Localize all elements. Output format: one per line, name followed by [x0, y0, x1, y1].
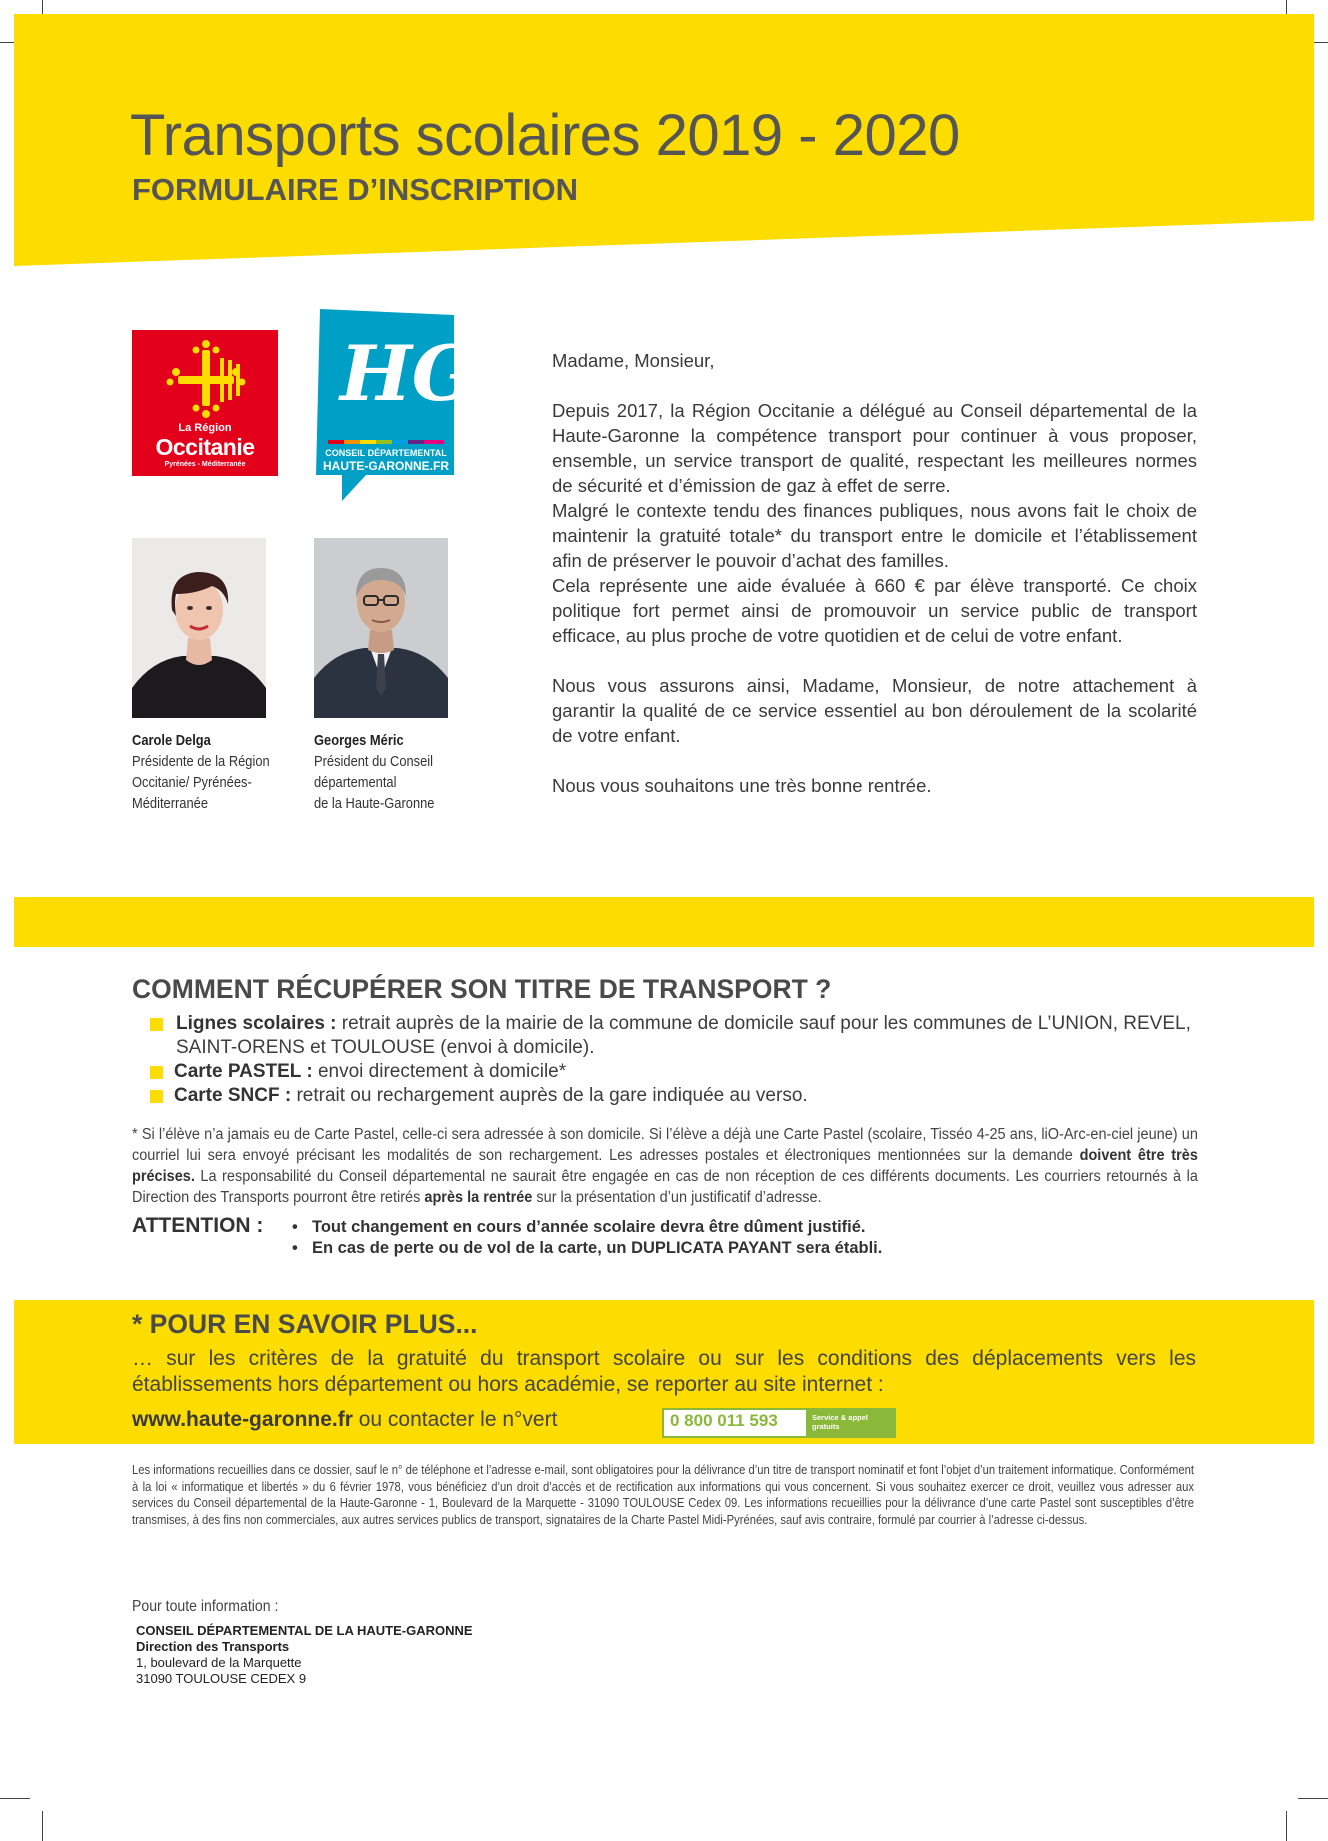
woman-portrait-icon	[132, 538, 266, 718]
info-text: … sur les critères de la gratuité du transport scolaire ou sur les conditions des déplacements vers les établissements hors département ou hors académie, se reporter au site internet :	[132, 1347, 1196, 1396]
person-role: de la Haute-Garonne	[314, 795, 435, 812]
contact-label: Pour toute information :	[132, 1598, 279, 1615]
caption-carole-delga	[132, 730, 270, 814]
page-title: Transports scolaires 2019 - 2020	[130, 103, 960, 168]
letter-paragraph: Malgré le contexte tendu des finances publiques, nous avons fait le choix de maintenir la gratuité totale* du transport entre le domicile et l’établissement afin de préserver le pouvoir d’achat des familles.	[552, 500, 1197, 571]
color-bar-icon	[328, 440, 444, 444]
person-name: Carole Delga	[132, 732, 211, 749]
crop-mark	[42, 1811, 43, 1841]
letter-paragraph: Cela représente une aide évaluée à 660 € par élève transporté. Ce choix politique fort permet ainsi de promouvoir un service public de transport efficace, au plus proche de votre quotidien et de celui de votre enfant.	[552, 575, 1197, 646]
portrait-photo	[132, 538, 266, 718]
crop-mark	[1286, 1811, 1287, 1841]
person-role: Président du Conseil	[314, 753, 434, 770]
letter-paragraph: Depuis 2017, la Région Occitanie a délégué au Conseil départemental de la Haute-Garonne la compétence transport pour continuer à vous proposer, ensemble, un service transport de qualité, respectant les meilleures normes de sécurité et d’émission de gaz à effet de serre.	[552, 400, 1197, 496]
contact-line: www.haute-garonne.fr ou contacter le n°vert	[132, 1408, 558, 1431]
phone-tag: Service & appel gratuits	[806, 1410, 894, 1436]
info-heading: * POUR EN SAVOIR PLUS...	[132, 1309, 478, 1339]
man-portrait-icon	[314, 538, 448, 718]
letter-paragraph: Nous vous assurons ainsi, Madame, Monsieur, de notre attachement à garantir la qualité de ce service essentiel au bon déroulement de la scolarité de votre enfant.	[552, 675, 1197, 746]
portrait-photo	[314, 538, 448, 718]
bullet-square-icon	[150, 1066, 163, 1079]
bullet-dot-icon: •	[292, 1239, 298, 1257]
bullet-dot-icon: •	[292, 1218, 298, 1236]
attention-item: • En cas de perte ou de vol de la carte, un DUPLICATA PAYANT sera établi.	[292, 1239, 883, 1257]
website-link[interactable]: www.haute-garonne.fr	[132, 1408, 353, 1431]
address-city: 31090 TOULOUSE CEDEX 9	[136, 1671, 307, 1686]
person-role: Présidente de la Région	[132, 753, 270, 770]
address-street: 1, boulevard de la Marquette	[136, 1655, 302, 1670]
bullet-square-icon	[150, 1018, 163, 1031]
person-role: Méditerranée	[132, 795, 209, 812]
contact-address	[136, 1623, 473, 1687]
footnote: * Si l’élève n’a jamais eu de Carte Pastel, celle-ci sera adressée à son domicile. Si l’élève a déjà une Carte Pastel (scolaire, Tisséo 4-25 ans, liO-Arc-en-ciel jeune) un courriel lui sera envoyé précisant les modalités de son rechargement. Les adresses postales et électroniques mentionnées sur la demande doivent être très précises. La responsabilité du Conseil départemental ne saurait être engagée en cas de non réception de ces différents documents. Les courriers retournés à la Direction des Transports pourront être retirés après la rentrée sur la présentation d’un justificatif d’adresse.	[132, 1126, 1198, 1206]
caption-georges-meric	[314, 730, 434, 814]
bullet-square-icon	[150, 1090, 163, 1103]
occitanie-logo: La Région Occitanie Pyrénées - Méditerranée	[132, 330, 278, 476]
letter-closing: Nous vous souhaitons une très bonne rentrée.	[552, 775, 932, 796]
list-item: Lignes scolaires : retrait auprès de la mairie de la commune de domicile sauf pour les communes de L’UNION, REVEL, SAINT-ORENS et TOULOUSE (envoi à domicile).	[150, 1012, 1220, 1060]
crop-mark	[0, 1798, 30, 1799]
occitan-cross-icon	[158, 336, 254, 420]
attention-item: • Tout changement en cours d’année scolaire devra être dûment justifié.	[292, 1218, 866, 1236]
crop-mark	[1298, 1798, 1328, 1799]
phone-number-box[interactable]	[662, 1408, 896, 1438]
separator-band	[14, 897, 1314, 947]
address-org: CONSEIL DÉPARTEMENTAL DE LA HAUTE-GARONNE	[136, 1623, 473, 1638]
person-role: départemental	[314, 774, 397, 791]
letter-greeting: Madame, Monsieur,	[552, 350, 715, 371]
list-item: Carte PASTEL : envoi directement à domicile*	[150, 1060, 1220, 1084]
haute-garonne-logo: HG CONSEIL DÉPARTEMENTAL HAUTE-GARONNE.FR	[314, 307, 458, 503]
attention-label: ATTENTION :	[132, 1214, 264, 1237]
legal-notice: Les informations recueillies dans ce dossier, sauf le n° de téléphone et l’adresse e-mail, sont obligatoires pour la délivrance d’un titre de transport nominatif et font l’objet d’un traitement informatique. Conformément à la loi « informatique et libertés » du 6 février 1978, vous bénéficiez d’un droit d’accès et de rectification aux informations qui vous concernent. Si vous souhaitez exercer ce droit, veuillez vous adresser aux services du Conseil départemental de la Haute-Garonne - 1, Boulevard de la Marquette - 31090 TOULOUSE Cedex 09. Les informations recueillies pour la délivrance d’une carte Pastel sont susceptibles d’être transmises, à des fins non commerciales, aux autres services publics de transport, signataires de la Charte Pastel Midi-Pyrénées, sauf avis contraire, formulé par courrier à l’adresse ci-dessus.	[132, 1463, 1194, 1527]
address-dept: Direction des Transports	[136, 1639, 290, 1654]
person-role: Occitanie/ Pyrénées-	[132, 774, 252, 791]
phone-number: 0 800 011 593	[670, 1411, 778, 1430]
page-subtitle: FORMULAIRE D’INSCRIPTION	[132, 172, 579, 207]
person-name: Georges Méric	[314, 732, 404, 749]
section-heading: COMMENT RÉCUPÉRER SON TITRE DE TRANSPORT ?	[132, 974, 832, 1004]
welcome-letter	[552, 348, 1197, 798]
list-item: Carte SNCF : retrait ou rechargement auprès de la gare indiquée au verso.	[150, 1084, 1220, 1108]
